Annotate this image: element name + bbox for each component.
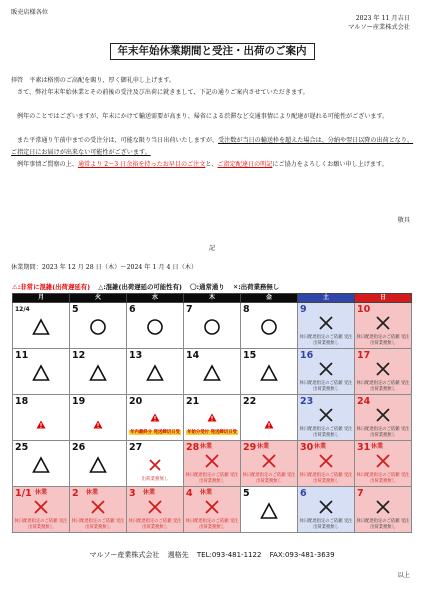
day-number: 31 — [357, 442, 371, 453]
calendar-day-cell — [184, 441, 241, 487]
day-number: 25 — [15, 442, 29, 453]
calendar-day-cell — [184, 395, 241, 441]
triangle-icon — [70, 364, 126, 382]
calendar-day-cell — [127, 441, 184, 487]
request-early-order: 通常より 2～3 日余裕を持ったお早目のご注文 — [77, 161, 206, 168]
triangle-icon — [13, 456, 69, 474]
day-note: 休日配達指定のご依頼 受注出荷業務無し — [185, 519, 239, 530]
issue-date: 2023 年 11 月吉日 — [355, 15, 410, 22]
deadline-note: 年始分受付 発送締切日受 — [187, 429, 237, 435]
closing-word: 敬具 — [397, 217, 410, 224]
calendar-day-cell — [127, 487, 184, 533]
cross-icon — [355, 452, 411, 470]
cross-icon — [355, 406, 411, 424]
calendar-day-cell — [241, 349, 298, 395]
circle-icon — [184, 318, 240, 336]
day-note: 休日配達指定のご依頼 受注出荷業務無し — [242, 473, 296, 484]
day-number: 24 — [357, 396, 371, 407]
calendar-day-cell — [13, 487, 70, 533]
calendar-day-cell — [184, 349, 241, 395]
calendar-day-cell — [241, 441, 298, 487]
closed-tag: 休業 — [35, 489, 48, 496]
calendar-day-cell — [355, 303, 412, 349]
day-number: 2 — [72, 488, 79, 499]
cross-icon — [13, 498, 69, 516]
day-number: 22 — [243, 396, 257, 407]
calendar-day-cell — [70, 303, 127, 349]
day-number: 23 — [300, 396, 314, 407]
closed-tag: 休業 — [200, 443, 213, 450]
sender-company: マルソー産業株式会社 — [348, 24, 410, 31]
weekday-header-row — [13, 294, 412, 303]
document-title: 年末年始休業期間と受注・出荷のご案内 — [110, 43, 315, 60]
calendar-day-cell — [13, 349, 70, 395]
cross-icon — [127, 456, 183, 474]
calendar-day-cell — [355, 441, 412, 487]
triangle-icon — [241, 502, 297, 520]
day-note: 休日配達指定のご依頼 受注出荷業務無し — [299, 519, 353, 530]
calendar-day-cell — [127, 395, 184, 441]
calendar-day-cell — [70, 487, 127, 533]
traffic-paragraph: 例年のことではございますが、年末にかけて輸送需要が高まり、帰省による渋滞など交通事情により配達が遅れる可能性がございます。 — [17, 113, 389, 120]
day-number: 9 — [300, 304, 307, 315]
day-number: 12/4 — [15, 306, 30, 313]
shipping-warning-underlined: 受注数が当日の輸送枠を超えた場合は、分納や翌日以降の出荷となり、ご指定日にお届けが出来ない可能性がございます。 — [11, 137, 414, 156]
circle-icon — [127, 318, 183, 336]
day-note: 休日配達指定のご依頼 受注出荷業務無し — [299, 335, 353, 346]
legend-no-shipping: ✕:出荷業務無し — [232, 283, 280, 291]
day-note: 休日配達指定のご依頼 受注出荷業務無し — [185, 473, 239, 484]
day-number: 6 — [129, 304, 136, 315]
calendar-day-cell — [241, 395, 298, 441]
warning-icon — [13, 414, 69, 433]
legend-normal: 〇:通常通り — [190, 283, 225, 291]
triangle-icon — [13, 318, 69, 336]
day-note: 休日配達指定のご依頼 受注出荷業務無し — [299, 427, 353, 438]
calendar-day-cell — [241, 487, 298, 533]
day-number: 1/1 — [15, 488, 32, 499]
day-number: 4 — [186, 488, 193, 499]
calendar-week-row — [13, 349, 412, 395]
cross-icon — [298, 314, 354, 332]
request-paragraph — [11, 159, 415, 171]
day-number: 5 — [72, 304, 79, 315]
cross-icon — [298, 452, 354, 470]
day-number: 11 — [15, 350, 29, 361]
calendar-day-cell — [241, 303, 298, 349]
triangle-icon — [241, 364, 297, 382]
calendar-day-cell — [184, 303, 241, 349]
calendar-day-cell — [70, 395, 127, 441]
calendar-week-row — [13, 303, 412, 349]
day-number: 27 — [129, 442, 143, 453]
closed-tag: 休業 — [257, 443, 270, 450]
triangle-icon — [184, 364, 240, 382]
request-text-c: にご協力をよろしくお願い申し上げます。 — [272, 161, 388, 168]
day-note: 休日配達指定のご依頼 受注出荷業務無し — [356, 519, 410, 530]
calendar-day-cell — [355, 395, 412, 441]
day-number: 12 — [72, 350, 86, 361]
request-text-a: 例年事情ご賢察の上、 — [17, 161, 78, 168]
cross-icon — [184, 498, 240, 516]
cross-icon — [355, 360, 411, 378]
calendar-day-cell — [298, 441, 355, 487]
closed-tag: 休業 — [314, 443, 327, 450]
calendar-legend — [12, 282, 285, 293]
cross-icon — [184, 452, 240, 470]
request-delivery-date: ご指定配達日の明記 — [217, 161, 273, 168]
ijo-closing: 以上 — [397, 572, 410, 579]
day-number: 20 — [129, 396, 143, 407]
calendar-day-cell — [298, 303, 355, 349]
day-number: 7 — [357, 488, 364, 499]
day-number: 28 — [186, 442, 200, 453]
day-number: 29 — [243, 442, 257, 453]
closed-tag: 休業 — [86, 489, 99, 496]
day-note: 休日配達指定のご依頼 受注出荷業務無し — [356, 381, 410, 392]
day-note: 休日配達指定のご依頼 受注出荷業務無し — [356, 335, 410, 346]
footer-contact — [0, 551, 424, 560]
weekday-thu: 木 — [184, 294, 241, 303]
day-number: 21 — [186, 396, 200, 407]
intro-paragraph: さて、弊社年末年始休業とその前後の受注及び出荷に就きまして、下記の通りご案内させていただきます。 — [17, 89, 309, 96]
day-number: 3 — [129, 488, 136, 499]
legend-busy: △:混雑(出荷遅延の可能性有) — [98, 283, 182, 291]
shipping-paragraph — [11, 135, 415, 159]
calendar-day-cell — [355, 349, 412, 395]
day-number: 6 — [300, 488, 307, 499]
cross-icon — [241, 452, 297, 470]
weekday-wed: 水 — [127, 294, 184, 303]
cross-icon — [127, 498, 183, 516]
ki-heading: 記 — [208, 245, 216, 252]
shipping-calendar — [12, 293, 412, 533]
cross-icon — [355, 314, 411, 332]
calendar-day-cell — [298, 395, 355, 441]
cross-icon — [355, 498, 411, 516]
triangle-icon — [127, 364, 183, 382]
closed-tag: 休業 — [371, 443, 384, 450]
weekday-sun: 日 — [355, 294, 412, 303]
calendar-week-row — [13, 487, 412, 533]
day-note: 休日配達指定のご依頼 受注出荷業務無し — [299, 473, 353, 484]
day-number: 26 — [72, 442, 86, 453]
day-number: 5 — [243, 488, 250, 499]
calendar-week-row — [13, 441, 412, 487]
day-number: 19 — [72, 396, 86, 407]
calendar-day-cell — [70, 441, 127, 487]
calendar-day-cell — [355, 487, 412, 533]
addressee: 販売店様各位 — [11, 9, 49, 16]
warning-icon — [184, 407, 240, 426]
day-number: 13 — [129, 350, 143, 361]
footer-fax: FAX:093-481-3639 — [269, 551, 335, 559]
calendar-day-cell — [13, 441, 70, 487]
triangle-icon — [13, 364, 69, 382]
legend-very-busy: ⚠:非常に混雑(出荷遅延有) — [12, 283, 91, 291]
footer-company: マルソー産業株式会社 — [89, 551, 160, 559]
day-note: 休日配達指定のご依頼 受注出荷業務無し — [356, 427, 410, 438]
day-number: 16 — [300, 350, 314, 361]
deadline-note: 年内最終分 発送締切日受 — [130, 429, 180, 435]
closed-tag: 休業 — [143, 489, 156, 496]
day-note: 休日配達指定のご依頼 受注出荷業務無し — [71, 519, 125, 530]
day-number: 8 — [243, 304, 250, 315]
holiday-period: 休業期間：2023 年 12 月 28 日（木）～2024 年 1 月 4 日（木） — [11, 264, 198, 271]
footer-tel: TEL:093-481-1122 — [196, 551, 262, 559]
calendar-day-cell — [127, 303, 184, 349]
day-note: 休日配達指定のご依頼 受注出荷業務無し — [128, 519, 182, 530]
cross-icon — [298, 406, 354, 424]
document-title-box — [0, 39, 424, 60]
day-number: 18 — [15, 396, 29, 407]
weekday-tue: 火 — [70, 294, 127, 303]
calendar-day-cell — [127, 349, 184, 395]
closed-tag: 休業 — [200, 489, 213, 496]
day-note: 休日配達指定のご依頼 受注出荷業務無し — [356, 473, 410, 484]
warning-icon — [127, 407, 183, 426]
footer-contact-label: 週格先 — [167, 551, 189, 559]
greeting-paragraph: 拝啓 平素は格別のご高配を賜り、厚く御礼申し上げます。 — [11, 77, 176, 84]
day-number: 15 — [243, 350, 257, 361]
request-text-b: と、 — [205, 161, 218, 168]
no-shipping-note: 出荷業務無し — [141, 477, 169, 482]
cross-icon — [70, 498, 126, 516]
day-number: 30 — [300, 442, 314, 453]
day-number: 7 — [186, 304, 193, 315]
warning-icon — [241, 414, 297, 433]
cross-icon — [298, 360, 354, 378]
calendar-day-cell — [13, 395, 70, 441]
day-number: 14 — [186, 350, 200, 361]
weekday-sat: 土 — [298, 294, 355, 303]
circle-icon — [241, 318, 297, 336]
day-note: 休日配達指定のご依頼 受注出荷業務無し — [299, 381, 353, 392]
calendar-day-cell — [13, 303, 70, 349]
calendar-week-row — [13, 395, 412, 441]
day-note: 休日配達指定のご依頼 受注出荷業務無し — [14, 519, 68, 530]
warning-icon — [70, 414, 126, 433]
calendar-day-cell — [298, 487, 355, 533]
calendar-day-cell — [184, 487, 241, 533]
calendar-day-cell — [298, 349, 355, 395]
calendar-day-cell — [70, 349, 127, 395]
circle-icon — [70, 318, 126, 336]
weekday-fri: 金 — [241, 294, 298, 303]
day-number: 10 — [357, 304, 371, 315]
cross-icon — [298, 498, 354, 516]
weekday-mon: 月 — [13, 294, 70, 303]
triangle-icon — [70, 456, 126, 474]
shipping-text: また平常通り午前中までの受注分は、可能な限り当日出荷いたしますが、 — [17, 137, 219, 144]
day-number: 17 — [357, 350, 371, 361]
